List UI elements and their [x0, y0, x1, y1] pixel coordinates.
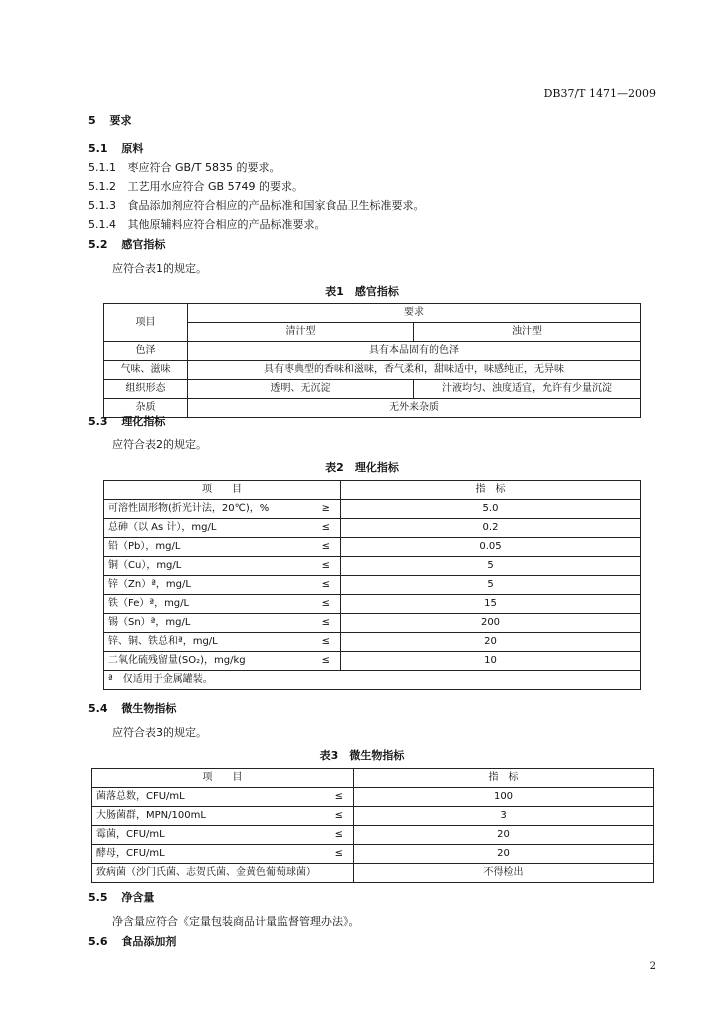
- comparison-symbol: ≤: [334, 848, 343, 859]
- section-title: 理化指标: [121, 415, 166, 428]
- section-title: 原料: [121, 142, 144, 155]
- section-5-1-heading: [88, 140, 143, 156]
- table-cell: 铜（Cu），mg/L: [108, 560, 182, 571]
- table2-header-item: 项 目: [104, 481, 341, 500]
- table-row: [104, 576, 641, 595]
- table-row: [104, 538, 641, 557]
- table-cell: 可溶性固形物(折光计法，20℃)，%: [108, 503, 270, 514]
- section-number: 5.6: [88, 935, 108, 948]
- section-number: 5.2: [88, 238, 108, 251]
- table-cell: 锌、铜、铁总和ª，mg/L: [108, 636, 218, 647]
- section-title: 微生物指标: [121, 702, 177, 715]
- comparison-symbol: ≤: [321, 655, 330, 666]
- clause-number: 5.1.1: [88, 161, 116, 174]
- table-cell: 200: [341, 614, 641, 633]
- table-row: [104, 614, 641, 633]
- table-cell: 5.0: [341, 500, 641, 519]
- table-cell: 15: [341, 595, 641, 614]
- comparison-symbol: ≤: [321, 541, 330, 552]
- table-cell: 10: [341, 652, 641, 671]
- table-cell: 20: [354, 826, 654, 845]
- table-cell: 铁（Fe）ª，mg/L: [108, 598, 190, 609]
- table-row: [104, 519, 641, 538]
- clause-text: 食品添加剂应符合相应的产品标准和国家食品卫生标准要求。: [127, 199, 425, 212]
- comparison-symbol: ≤: [321, 560, 330, 571]
- table-cell: 5: [341, 557, 641, 576]
- table-cell: 3: [354, 807, 654, 826]
- table-footnote-row: [104, 671, 641, 690]
- table-cell: 总砷（以 As 计），mg/L: [108, 522, 217, 533]
- table-row: [104, 633, 641, 652]
- table3: [91, 768, 654, 883]
- section-title: 净含量: [121, 891, 155, 904]
- section-number: 5.1: [88, 142, 108, 155]
- comparison-symbol: ≥: [321, 503, 330, 514]
- table1-header-item: 项目: [104, 304, 188, 342]
- clause-number: 5.1.3: [88, 199, 116, 212]
- table-cell: 透明、无沉淀: [188, 380, 414, 399]
- table-row: [104, 557, 641, 576]
- section-number: 5.3: [88, 415, 108, 428]
- comparison-symbol: ≤: [334, 791, 343, 802]
- document-id: DB37/T 1471—2009: [543, 87, 656, 100]
- clause-5-1-1: [88, 159, 280, 175]
- table-cell: 不得检出: [354, 864, 654, 883]
- table-row: [104, 595, 641, 614]
- comparison-symbol: ≤: [334, 810, 343, 821]
- comparison-symbol: ≤: [321, 636, 330, 647]
- section-number: 5.4: [88, 702, 108, 715]
- table-cell: 致病菌（沙门氏菌、志贺氏菌、金黄色葡萄球菌）: [96, 867, 316, 878]
- table-cell: 锡（Sn）ª，mg/L: [108, 617, 191, 628]
- table-cell: 0.05: [341, 538, 641, 557]
- clause-text: 工艺用水应符合 GB 5749 的要求。: [127, 180, 304, 193]
- table-cell: 20: [341, 633, 641, 652]
- table-row: [104, 399, 641, 418]
- section-5-3-intro: 应符合表2的规定。: [112, 438, 207, 451]
- table1-header-clear: 清汁型: [188, 323, 414, 342]
- table-row: [92, 826, 654, 845]
- page-number: 2: [649, 961, 656, 972]
- table-cell: 霉菌，CFU/mL: [96, 829, 165, 840]
- table-row: [104, 500, 641, 519]
- clause-5-1-3: [88, 197, 425, 213]
- comparison-symbol: ≤: [321, 579, 330, 590]
- table-cell: 具有枣典型的香味和滋味，香气柔和，甜味适中，味感纯正，无异味: [188, 361, 641, 380]
- table-row: [104, 380, 641, 399]
- table-cell: 组织形态: [104, 380, 188, 399]
- table2-header-value: 指 标: [341, 481, 641, 500]
- clause-number: 5.1.2: [88, 180, 116, 193]
- table-cell: 铅（Pb），mg/L: [108, 541, 181, 552]
- table-row: [92, 807, 654, 826]
- section-number: 5: [88, 114, 96, 127]
- table-cell: 具有本品固有的色泽: [188, 342, 641, 361]
- table-cell: 5: [341, 576, 641, 595]
- table2-footnote: ª 仅适用于金属罐装。: [104, 671, 641, 690]
- section-title: 食品添加剂: [121, 935, 177, 948]
- table-cell: 菌落总数，CFU/mL: [96, 791, 185, 802]
- table-cell: 0.2: [341, 519, 641, 538]
- clause-text: 其他原辅料应符合相应的产品标准要求。: [127, 218, 326, 231]
- section-5-4-heading: [88, 700, 176, 716]
- table-cell: 杂质: [104, 399, 188, 418]
- table-row: [104, 342, 641, 361]
- table-cell: 100: [354, 788, 654, 807]
- section-5-5-body: 净含量应符合《定量包装商品计量监督管理办法》。: [112, 915, 360, 928]
- table1-header-cloudy: 浊汁型: [414, 323, 641, 342]
- table1: [103, 303, 641, 418]
- table-cell: 汁液均匀、浊度适宜，允许有少量沉淀: [414, 380, 641, 399]
- table2-caption: 表2 理化指标: [325, 461, 399, 474]
- section-5-5-heading: [88, 889, 154, 905]
- table-cell: 无外来杂质: [188, 399, 641, 418]
- table-row: [92, 788, 654, 807]
- section-5-2-heading: [88, 236, 165, 252]
- comparison-symbol: ≤: [334, 829, 343, 840]
- table-cell: 锌（Zn）ª，mg/L: [108, 579, 191, 590]
- table-row: [104, 652, 641, 671]
- clause-5-1-4: [88, 216, 326, 232]
- table-cell: 气味、滋味: [104, 361, 188, 380]
- comparison-symbol: ≤: [321, 522, 330, 533]
- table3-caption: 表3 微生物指标: [319, 749, 405, 762]
- table-cell: 大肠菌群，MPN/100mL: [96, 810, 206, 821]
- table-row: [92, 845, 654, 864]
- table3-header-item: 项 目: [92, 769, 354, 788]
- table1-header-requirement: 要求: [188, 304, 641, 323]
- clause-number: 5.1.4: [88, 218, 116, 231]
- section-5-3-heading: [88, 413, 165, 429]
- comparison-symbol: ≤: [321, 598, 330, 609]
- table-cell: 色泽: [104, 342, 188, 361]
- section-number: 5.5: [88, 891, 108, 904]
- section-title: 感官指标: [121, 238, 166, 251]
- table-row: [92, 864, 654, 883]
- table3-header-value: 指 标: [354, 769, 654, 788]
- table-row: [104, 361, 641, 380]
- table-cell: 20: [354, 845, 654, 864]
- comparison-symbol: ≤: [321, 617, 330, 628]
- table-cell: 酵母，CFU/mL: [96, 848, 165, 859]
- clause-5-1-2: [88, 178, 303, 194]
- section-5-4-intro: 应符合表3的规定。: [112, 726, 207, 739]
- section-5-6-heading: [88, 933, 176, 949]
- clause-text: 枣应符合 GB/T 5835 的要求。: [127, 161, 281, 174]
- table-cell: 二氧化硫残留量(SO₂)，mg/kg: [108, 655, 246, 666]
- table1-caption: 表1 感官指标: [325, 285, 399, 298]
- section-5-2-intro: 应符合表1的规定。: [112, 262, 207, 275]
- section-title: 要求: [109, 114, 132, 127]
- table2: [103, 480, 641, 690]
- section-5-heading: [88, 112, 132, 128]
